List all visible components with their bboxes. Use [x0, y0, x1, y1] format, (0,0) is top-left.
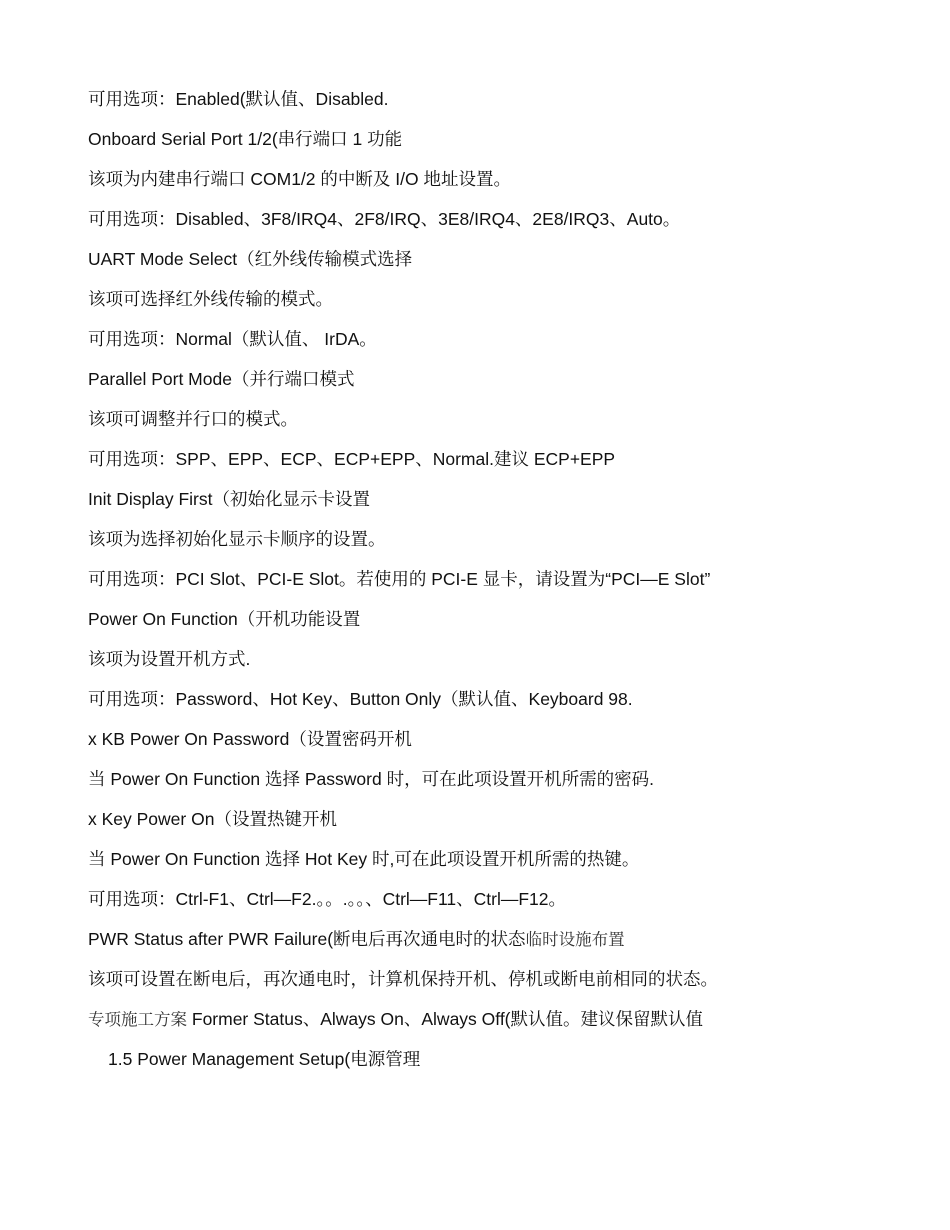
text-line: 可用选项：SPP、EPP、ECP、ECP+EPP、Normal.建议 ECP+EPP — [88, 449, 616, 469]
text-line: UART Mode Select（红外线传输模式选择 — [88, 249, 413, 269]
text-line: 可用选项：Disabled、3F8/IRQ4、2F8/IRQ、3E8/IRQ4、2E8/IRQ3、Auto。 — [88, 209, 681, 229]
text-line: 可用选项：Normal（默认值、 IrDA。 — [88, 329, 377, 349]
text-line: 可用选项：Password、Hot Key、Button Only（默认值、Keyboard 98. — [88, 689, 633, 709]
document-body — [88, 86, 888, 1086]
text-line-main: Former Status、Always On、Always Off(默认值。建议保留默认值 — [191, 1009, 704, 1029]
text-line: 该项为内建串行端口 COM1/2 的中断及 I/O 地址设置。 — [88, 169, 511, 189]
text-line: 可用选项：PCI Slot、PCI-E Slot。若使用的 PCI-E 显卡，请设置为“PCI—E Slot” — [88, 569, 711, 589]
text-line: Onboard Serial Port 1/2(串行端口 1 功能 — [88, 129, 403, 149]
text-line: 该项为选择初始化显示卡顺序的设置。 — [88, 529, 386, 549]
text-line: 可用选项：Ctrl-F1、Ctrl—F2.。。.。。、Ctrl—F11、Ctrl—F12。 — [88, 889, 567, 909]
text-line: x Key Power On（设置热键开机 — [88, 809, 337, 829]
text-line: 当 Power On Function 选择 Password 时，可在此项设置开机所需的密码. — [88, 769, 654, 789]
text-line: Init Display First（初始化显示卡设置 — [88, 489, 370, 509]
text-line: 当 Power On Function 选择 Hot Key 时,可在此项设置开机所需的热键。 — [88, 849, 640, 869]
text-line: 该项为设置开机方式. — [88, 649, 251, 669]
text-line-main: PWR Status after PWR Failure(断电后再次通电时的状态 — [88, 929, 526, 949]
watermark-text: 专项施工方案 — [88, 1010, 187, 1029]
text-line — [88, 926, 888, 966]
text-line: 可用选项：Enabled(默认值、Disabled. — [88, 89, 389, 109]
text-line: 该项可调整并行口的模式。 — [88, 409, 298, 429]
watermark-text: 临时设施布置 — [525, 930, 625, 949]
text-line: 该项可设置在断电后，再次通电时，计算机保持开机、停机或断电前相同的状态。 — [88, 969, 718, 989]
text-line: x KB Power On Password（设置密码开机 — [88, 729, 412, 749]
text-line: Parallel Port Mode（并行端口模式 — [88, 369, 355, 389]
text-line: Power On Function（开机功能设置 — [88, 609, 361, 629]
text-line: 该项可选择红外线传输的模式。 — [88, 289, 333, 309]
text-line — [88, 1006, 888, 1046]
section-heading: 1.5 Power Management Setup(电源管理 — [108, 1049, 421, 1069]
